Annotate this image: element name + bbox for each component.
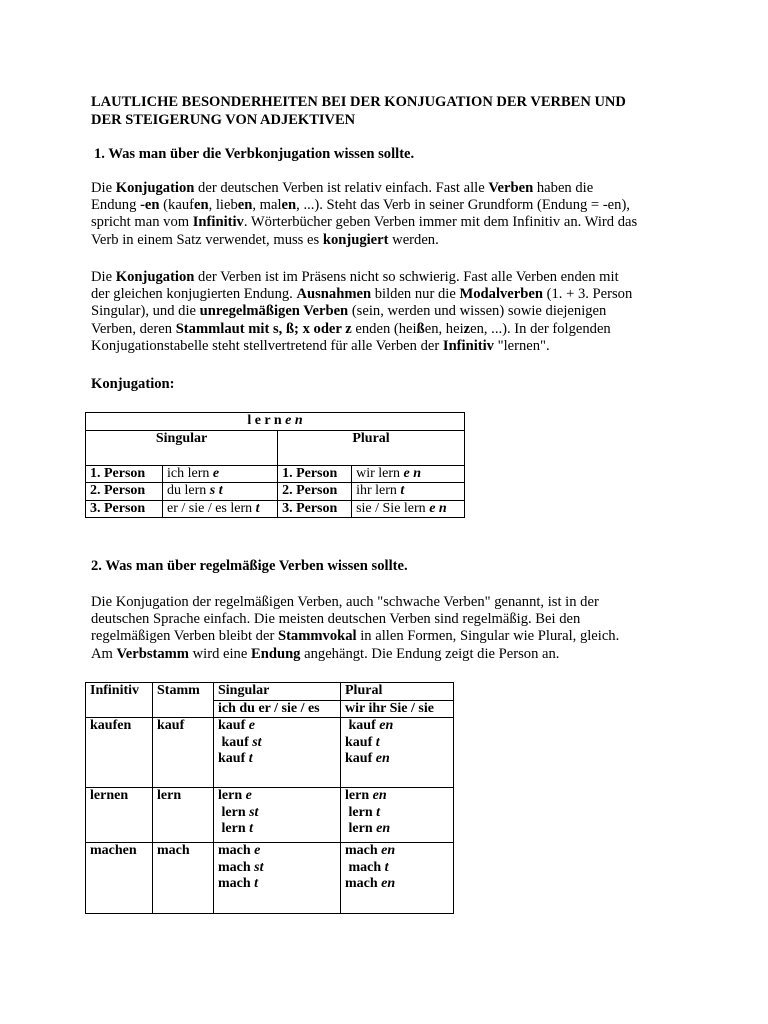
table-row [86,683,454,701]
p2-line-1: Die Konjugation der Verben ist im Präsens nicht so schwierig. Fast alle Verben enden mit [91,269,619,285]
form-cell: er / sie / es lern t [163,500,278,518]
p2-line-2: der gleichen konjugierten Endung. Ausnahmen bilden nur die Modalverben (1. + 3. Person [91,286,633,303]
p1-line-4: Verb in einem Satz verwendet, muss es konjugiert werden. [91,231,439,248]
konjugation-label: Konjugation: [91,376,175,392]
form-cell: du lern s t [163,483,278,501]
table-row [86,500,465,518]
header-singular: Singular [214,683,341,701]
header-plural: Plural [341,683,454,701]
stamm-cell: kauf [153,718,214,788]
table-row [86,413,465,431]
plural-forms-cell: mach en mach t mach en [341,843,454,914]
plural-header: Plural [278,430,465,465]
s2-line-4: Am Verbstamm wird eine Endung angehängt. Die Endung zeigt die Person an. [91,645,560,662]
s2-line-3: regelmäßigen Verben bleibt der Stammvokal in allen Formen, Singular wie Plural, gleich. [91,628,620,645]
person-cell: 3. Person [86,500,163,518]
subheader-plural: wir ihr Sie / sie [341,700,454,718]
p1-line-1: Die Konjugation der deutschen Verben ist relativ einfach. Fast alle Verben haben die [91,180,594,196]
p2-line-4: Verben, deren Stammlaut mit s, ß; x oder z enden (heißen, heizen, ...). In der folgenden [91,320,611,337]
table-row [86,430,465,465]
form-cell: sie / Sie lern e n [352,500,465,518]
form-cell: wir lern e n [352,465,465,483]
plural-forms-cell: kauf en kauf t kauf en [341,718,454,788]
singular-forms-cell: kauf e kauf st kauf t [214,718,341,788]
form-cell: ich lern e [163,465,278,483]
table-head-verb: l e r n e n [86,413,465,431]
table-row [86,788,454,843]
singular-header: Singular [86,430,278,465]
p2-line-3: Singular), und die unregelmäßigen Verben (sein, werden und wissen) sowie diejenigen [91,303,607,320]
section-1-heading: 1. Was man über die Verbkonjugation wissen sollte. [94,146,415,162]
form-cell: ihr lern t [352,483,465,501]
title-line-1: LAUTLICHE BESONDERHEITEN BEI DER KONJUGATION DER VERBEN UND [91,94,626,110]
table-row [86,843,454,914]
p1-line-2: Endung -en (kaufen, lieben, malen, ...). Steht das Verb in seiner Grundform (Endung = -en), [91,197,630,214]
table-row [86,483,465,501]
regular-verbs-table [85,682,454,914]
header-stamm: Stamm [153,683,214,718]
person-cell: 2. Person [86,483,163,501]
section-1-paragraph-1 [91,180,691,249]
section-2-heading: 2. Was man über regelmäßige Verben wissen sollte. [91,558,408,574]
s2-line-1: Die Konjugation der regelmäßigen Verben, auch "schwache Verben" genannt, ist in der [91,594,599,610]
person-cell: 1. Person [86,465,163,483]
person-cell: 1. Person [278,465,352,483]
title-line-2: DER STEIGERUNG VON ADJEKTIVEN [91,111,356,128]
person-cell: 2. Person [278,483,352,501]
p2-line-5: Konjugationstabelle steht stellvertretend für alle Verben der Infinitiv "lernen". [91,337,550,354]
section-1-paragraph-2 [91,269,691,355]
section-2-paragraph [91,594,691,663]
infinitiv-cell: kaufen [86,718,153,788]
stamm-cell: lern [153,788,214,843]
header-infinitiv: Infinitiv [86,683,153,718]
conjugation-table-lernen [85,412,465,518]
infinitiv-cell: machen [86,843,153,914]
s2-line-2: deutschen Sprache einfach. Die meisten deutschen Verben sind regelmäßig. Bei den [91,611,581,628]
document-title [91,94,711,129]
person-cell: 3. Person [278,500,352,518]
singular-forms-cell: lern e lern st lern t [214,788,341,843]
table-row [86,718,454,788]
singular-forms-cell: mach e mach st mach t [214,843,341,914]
plural-forms-cell: lern en lern t lern en [341,788,454,843]
p1-line-3: spricht man vom Infinitiv. Wörterbücher geben Verben immer mit dem Infinitiv an. Wird das [91,214,638,231]
stamm-cell: mach [153,843,214,914]
table-row [86,465,465,483]
subheader-singular: ich du er / sie / es [214,700,341,718]
infinitiv-cell: lernen [86,788,153,843]
